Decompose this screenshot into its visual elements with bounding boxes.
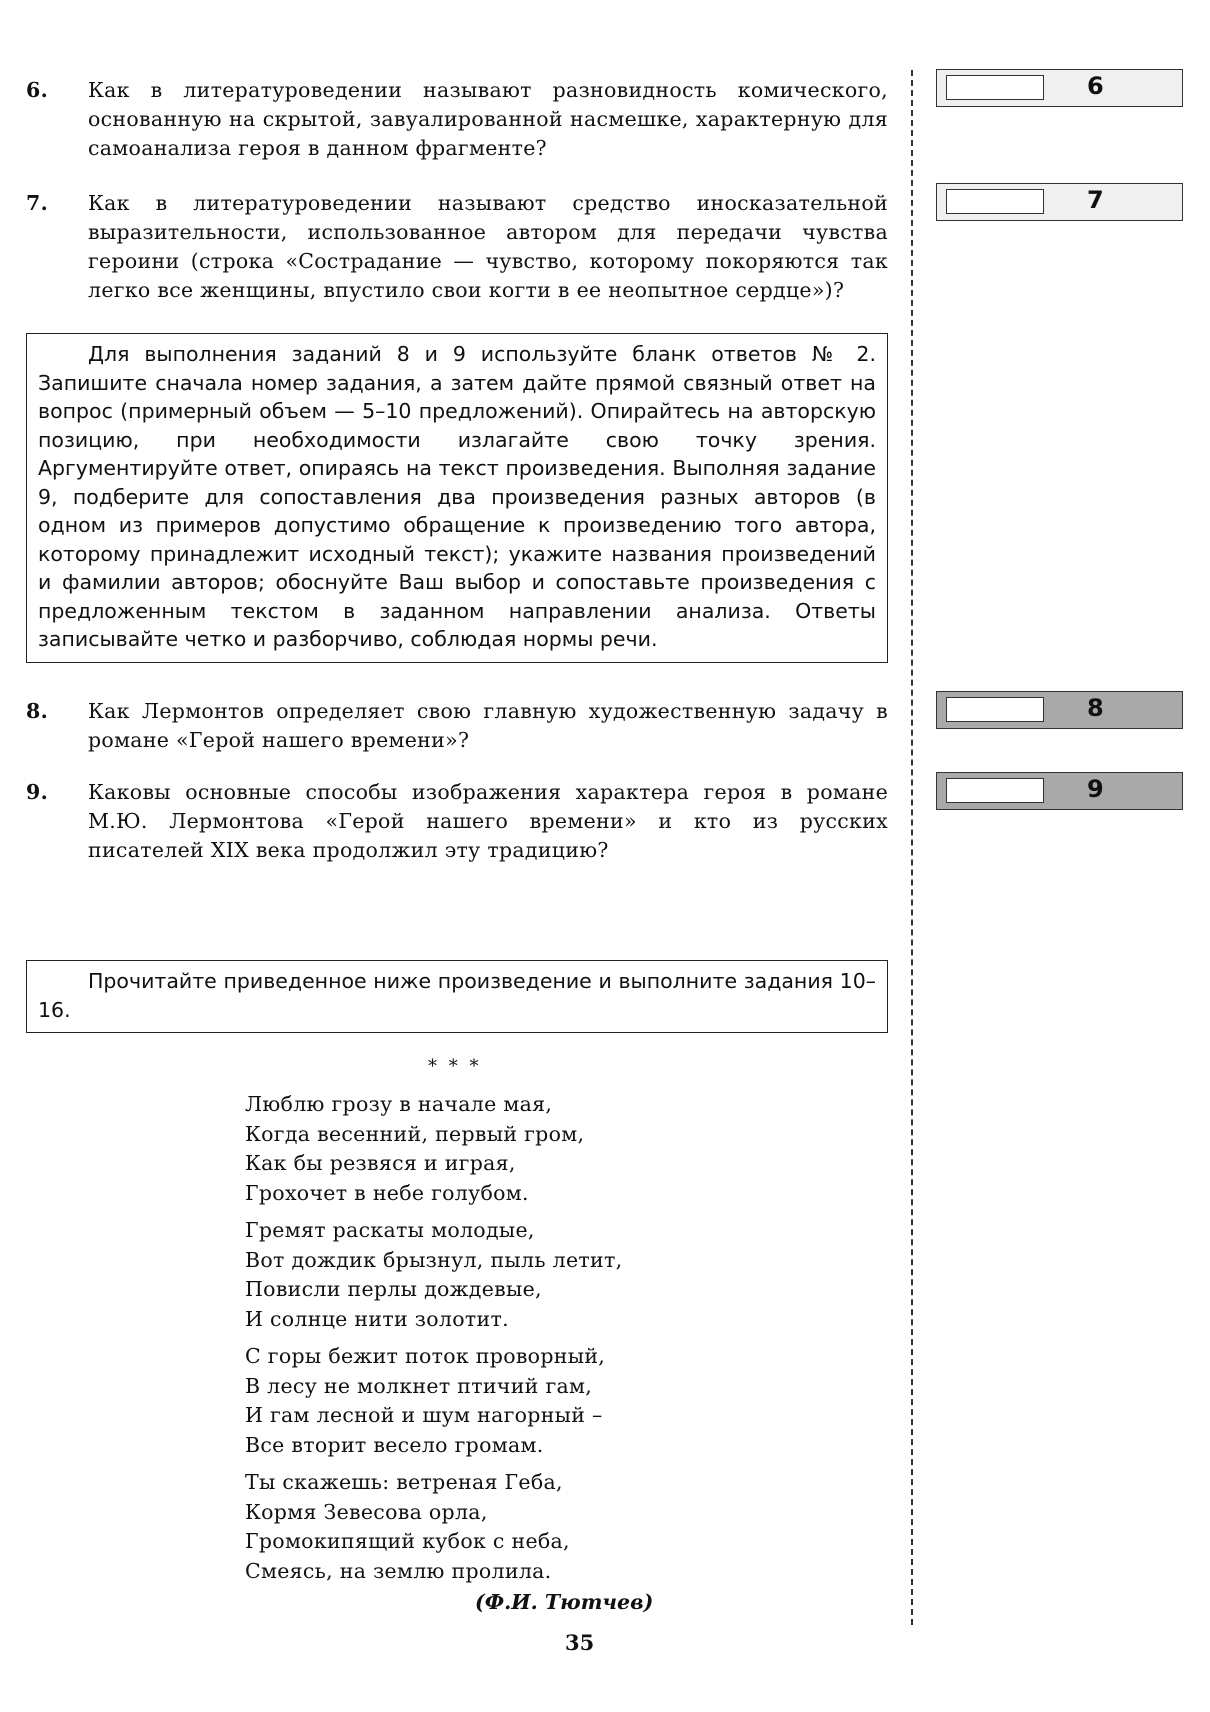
question-7 [26, 189, 888, 305]
instruction-box-10-16 [26, 960, 888, 1033]
poem-line: Грохочет в небе голубом. [245, 1180, 529, 1205]
answer-field[interactable] [946, 75, 1044, 100]
answer-field[interactable] [946, 697, 1044, 722]
poem-line: Смеясь, на землю пролила. [245, 1558, 552, 1583]
question-number: 9. [26, 780, 49, 804]
poem-stanza [245, 1216, 622, 1334]
answer-field[interactable] [946, 189, 1044, 214]
question-text: Как Лермонтов определяет свою главную художественную задачу в романе «Герой нашего времени»? [88, 699, 888, 752]
answer-field[interactable] [946, 778, 1044, 803]
poem-line: Ты скажешь: ветреная Геба, [245, 1470, 563, 1494]
question-number: 8. [26, 699, 49, 723]
question-8 [26, 697, 888, 755]
poem-line: С горы бежит поток проворный, [245, 1344, 606, 1368]
poem-line: И гам лесной и шум нагорный – [245, 1403, 603, 1427]
poem-stanza [245, 1468, 622, 1586]
poem-line: Как бы резвяся и играя, [245, 1151, 516, 1175]
poem-line: В лесу не молкнет птичий гам, [245, 1373, 593, 1398]
answer-box-8 [936, 691, 1183, 729]
instruction-text: Для выполнения заданий 8 и 9 используйте бланк ответов № 2. Запишите сначала номер задания, а затем дайте прямой связный ответ на вопрос (примерный объем — 5–10 предложений). Опирайтесь на авторскую позицию, при необходимости излагайте свою точку зрения. Аргументируйте ответ, опираясь на текст произведения. Выполняя задание 9, подберите для сопоставления два произведения разных авторов (в одном из примеров допустимо обращение к произведению того автора, которому принадлежит исходный текст); укажите названия произведений и фамилии авторов; обоснуйте Ваш выбор и сопоставьте произведения с предложенным текстом в заданном направлении анализа. Ответы записывайте четко и разборчиво, соблюдая нормы речи. [38, 342, 876, 651]
poem-line: И солнце нити золотит. [245, 1306, 509, 1331]
poem-line: Когда весенний, первый гром, [245, 1121, 585, 1146]
question-9 [26, 778, 888, 865]
poem-separator: * * * [428, 1056, 482, 1077]
poem-line: Все вторит весело громам. [245, 1432, 544, 1457]
question-6 [26, 76, 888, 163]
answer-box-7 [936, 183, 1183, 221]
poem [245, 1090, 622, 1594]
answer-box-6 [936, 69, 1183, 107]
page-number: 35 [565, 1630, 595, 1655]
cut-line-separator [911, 70, 913, 1625]
answer-box-label: 6 [1087, 72, 1104, 100]
poem-stanza [245, 1342, 622, 1460]
poem-line: Люблю грозу в начале мая, [245, 1092, 553, 1116]
answer-box-label: 7 [1087, 186, 1104, 214]
instruction-box-8-9 [26, 333, 888, 663]
question-number: 7. [26, 191, 49, 215]
poem-line: Гремят раскаты молодые, [245, 1218, 535, 1242]
question-text: Как в литературоведении называют разновидность комического, основанную на скрытой, завуалированной насмешке, характерную для самоанализа героя в данном фрагменте? [88, 78, 888, 160]
question-text: Как в литературоведении называют средство иносказательной выразительности, использованное автором для передачи чувства героини (строка «Сострадание — чувство, которому покоряются так легко все женщины, впустило свои когти в ее неопытное сердце»)? [88, 191, 888, 302]
answer-box-label: 9 [1087, 775, 1104, 803]
poem-line: Вот дождик брызнул, пыль летит, [245, 1247, 623, 1272]
question-number: 6. [26, 78, 49, 102]
answer-box-label: 8 [1087, 694, 1104, 722]
poem-stanza [245, 1090, 622, 1208]
question-text: Каковы основные способы изображения характера героя в романе М.Ю. Лермонтова «Герой нашего времени» и кто из русских писателей XIX века продолжил эту традицию? [88, 780, 888, 862]
poem-author: (Ф.И. Тютчев) [475, 1590, 654, 1614]
poem-line: Кормя Зевесова орла, [245, 1499, 488, 1524]
poem-line: Громокипящий кубок с неба, [245, 1529, 570, 1553]
instruction-text: Прочитайте приведенное ниже произведение и выполните задания 10–16. [38, 969, 876, 1022]
poem-line: Повисли перлы дождевые, [245, 1277, 542, 1301]
answer-box-9 [936, 772, 1183, 810]
